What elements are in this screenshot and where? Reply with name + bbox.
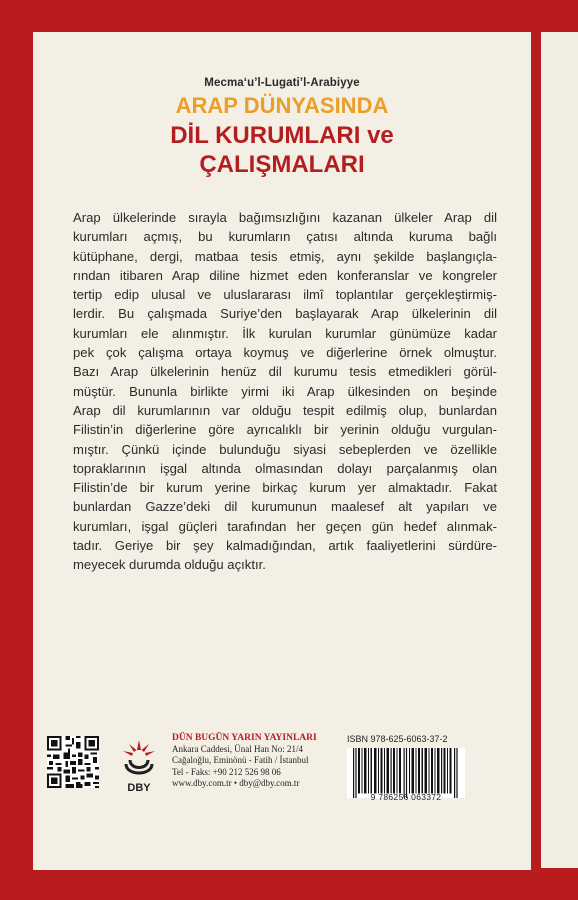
barcode-icon: [347, 748, 465, 798]
isbn-label: ISBN 978-625-6063-37-2: [347, 734, 448, 744]
blurb-line: Arap ülkelerinde sırayla bağımsızlığını kazanan ülkeler Arap dil: [73, 210, 497, 225]
publisher-logo-icon: [117, 736, 161, 796]
blurb-line: Filistin’in diğerlerine göre ayrıcalıklı bir yerinin olduğu vurgulan-: [73, 422, 497, 438]
blurb-line: müştür. Bununla birlikte yirmi iki Arap ülkesinden on beşinde: [73, 383, 497, 399]
blurb-line: pek çok çalışma ortaya koymuş ve diğerlerine örnek olmuştur.: [73, 345, 497, 361]
blurb-line: kurumları, işgal güçleri tarafından her geçen gün hedef alınmak-: [73, 518, 497, 534]
publisher-name: DÜN BUGÜN YARIN YAYINLARI: [172, 733, 317, 743]
series-subtitle: Mecma‘u’l-Lugati’l-Arabiyye: [204, 77, 360, 89]
blurb-line: rından itibaren Arap diline hizmet eden konferanslar ve kongreler: [73, 267, 497, 283]
blurb-line: kütüphane, dergi, matbaa tesis etmiş, aynı şekilde başlangıçla-: [73, 248, 497, 264]
adjacent-cover-strip: [541, 32, 578, 868]
publisher-web: www.dby.com.tr • dby@dby.com.tr: [172, 777, 300, 788]
blurb-text: [73, 208, 497, 575]
publisher-address-line: Cağaloğlu, Eminönü - Fatih / İstanbul: [172, 755, 309, 766]
publisher-info: [172, 733, 342, 789]
blurb-line: bunlardan Gazze’deki dil kurumunun maalesef alt yapıları ve: [73, 499, 497, 515]
publisher-logo-text: DBY: [127, 782, 151, 794]
blurb-line: topraklarının işgal altında olmasından dolayı parçalanmış olan: [73, 460, 497, 476]
blurb-line: kurumları açmış, bu kurumların çatısı altında kuruma bağlı: [73, 229, 497, 245]
blurb-line: Bazı Arap ülkelerinin henüz dil kurumu tesis etmedikleri görül-: [73, 364, 497, 380]
title-line-2: DİL KURUMLARI ve: [170, 122, 394, 149]
blurb-line: Arap dil kurumlarının var olduğu tespit edilmiş olup, bunlardan: [73, 402, 497, 418]
blurb-line: Filistin’de bir kurum yerine birkaç kurum yer almaktadır. Fakat: [73, 480, 497, 496]
publisher-phone: Tel - Faks: +90 212 526 98 06: [172, 766, 281, 777]
title-line-1: ARAP DÜNYASINDA: [175, 93, 389, 118]
blurb-line: meyecek durumda olduğu açıktır.: [73, 557, 266, 573]
barcode-digits: 9 786256 063372: [370, 792, 442, 802]
blurb-line: tadır. Geriye bir şey kalmadığından, artık faaliyetlerini sürdüre-: [73, 538, 497, 554]
blurb-line: lerdir. Bu çalışmada Suriye’den başlayarak Arap ülkelerinin dil: [73, 306, 497, 322]
blurb-line: tertip edip ulusal ve uluslararası ilmî toplantılar gerçekleştirmiş-: [73, 287, 497, 303]
publisher-address-line: Ankara Caddesi, Ünal Han No: 21/4: [172, 744, 303, 755]
blurb-line: mıştır. Çünkü içinde bulunduğu siyasi sebeplerden ve özellikle: [73, 441, 497, 457]
qr-code-icon: [47, 736, 99, 788]
title-line-3: ÇALIŞMALARI: [199, 151, 365, 178]
blurb-line: kurumları ele alınmıştır. İlk kurulan kurumlar günümüze kadar: [73, 325, 497, 341]
